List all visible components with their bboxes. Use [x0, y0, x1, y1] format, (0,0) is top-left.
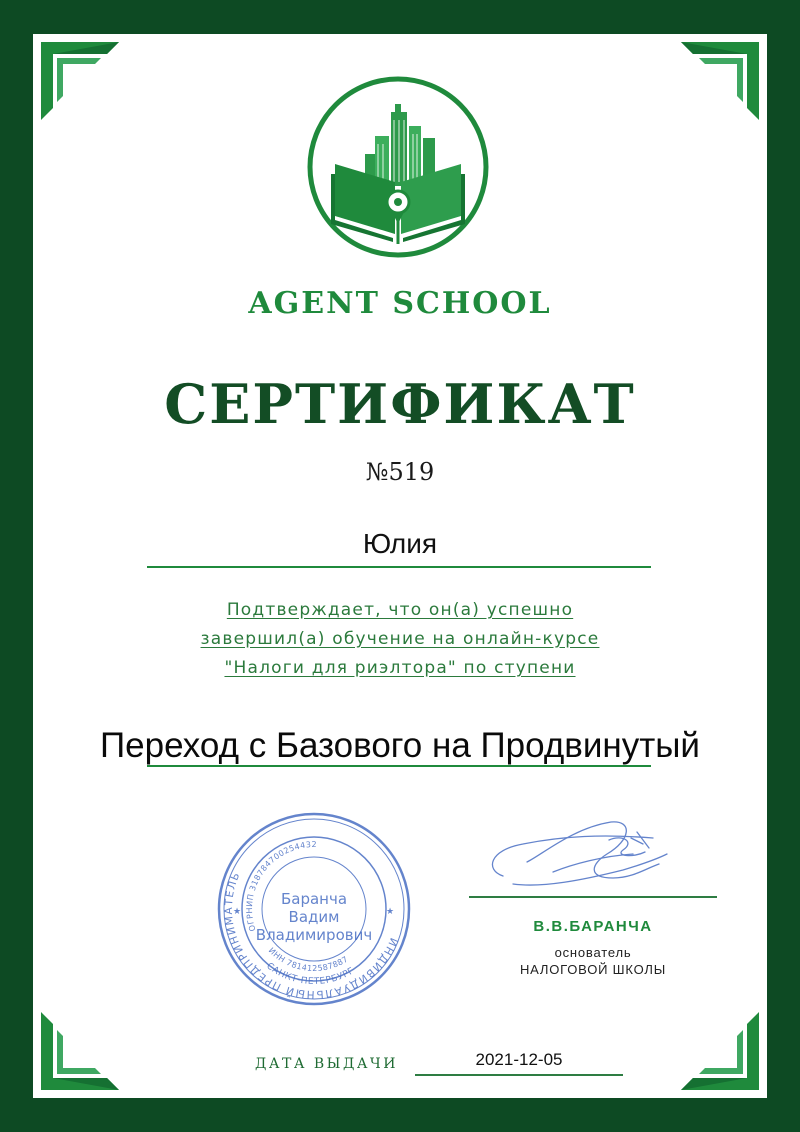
statement-line: завершил(а) обучение на онлайн-курсе: [200, 629, 600, 649]
signer-name: В.В.БАРАНЧА: [533, 918, 653, 935]
handwritten-signature: [483, 814, 673, 904]
statement-line: Подтверждает, что он(а) успешно: [226, 600, 574, 620]
stamp-first-name: Вадим: [288, 908, 340, 926]
recipient-underline: [147, 566, 651, 568]
course-level-underline: [147, 765, 651, 767]
official-stamp: [215, 810, 413, 1008]
signer-role: [469, 944, 717, 978]
corner-ornament-icon: [681, 42, 759, 120]
signer-role-line: основатель: [554, 945, 632, 960]
completion-statement: [33, 596, 767, 683]
corner-ornament-icon: [41, 1012, 119, 1090]
corner-ornament-icon: [41, 42, 119, 120]
school-name: AGENT SCHOOL: [248, 286, 552, 321]
school-logo: [305, 74, 491, 260]
signature-line: [469, 896, 717, 898]
recipient-name: Юлия: [362, 528, 438, 559]
stamp-ogrnip: ОГРНИП 318784700254432: [244, 839, 318, 933]
certificate-sheet: [33, 34, 767, 1098]
certificate-title: СЕРТИФИКАТ: [164, 372, 636, 436]
issue-date-line: [415, 1074, 623, 1076]
svg-text:★: ★: [233, 907, 242, 917]
course-level: Переход с Базового на Продвинутый: [100, 726, 700, 765]
stamp-city: САНКТ-ПЕТЕРБУРГ: [264, 961, 357, 988]
signer-role-line: НАЛОГОВОЙ ШКОЛЫ: [519, 962, 667, 977]
issue-date-value: 2021-12-05: [475, 1050, 563, 1069]
issue-date-label: ДАТА ВЫДАЧИ: [255, 1056, 398, 1072]
corner-ornament-icon: [681, 1012, 759, 1090]
certificate-number: №519: [365, 458, 435, 486]
stamp-outer-text: ИНДИВИДУАЛЬНЫЙ ПРЕДПРИНИМАТЕЛЬ: [222, 869, 400, 1001]
stamp-patronymic: Владимирович: [255, 926, 373, 944]
statement-line: "Налоги для риэлтора" по ступени: [224, 658, 576, 678]
svg-text:★: ★: [386, 907, 395, 917]
stamp-surname: Баранча: [280, 890, 348, 908]
city-book-icon: [305, 74, 491, 260]
stamp-inn: ИНН 781412587887: [266, 945, 350, 974]
